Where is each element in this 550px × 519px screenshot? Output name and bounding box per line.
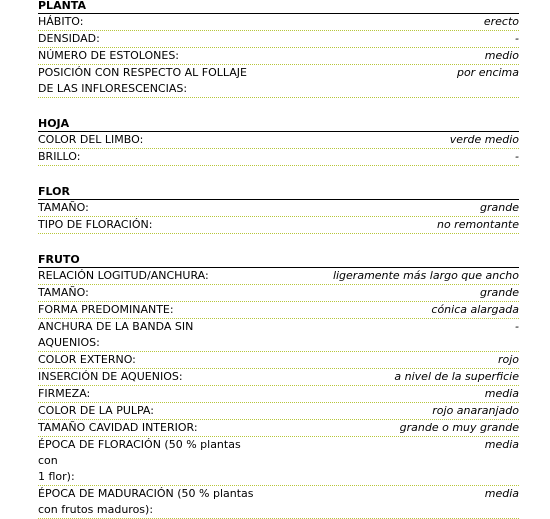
data-row	[38, 31, 519, 48]
section-title: HOJA	[38, 118, 519, 132]
row-label: INSERCIÓN DE AQUENIOS:	[38, 370, 183, 383]
section-title: FRUTO	[38, 254, 519, 268]
section-hoja	[38, 118, 519, 166]
row-label: COLOR DEL LIMBO:	[38, 133, 144, 146]
data-row	[38, 65, 519, 98]
row-label: DENSIDAD:	[38, 32, 100, 45]
row-value: grande o muy grande	[399, 421, 519, 434]
data-row	[38, 302, 519, 319]
row-label: POSICIÓN CON RESPECTO AL FOLLAJE DE LAS INFLORESCENCIAS:	[38, 66, 247, 95]
row-value: verde medio	[449, 133, 519, 146]
row-value: media	[484, 438, 519, 451]
row-value: no remontante	[436, 218, 519, 231]
row-label: TAMAÑO:	[38, 201, 89, 214]
row-value: grande	[480, 201, 519, 214]
data-row	[38, 352, 519, 369]
row-label: RELACIÓN LOGITUD/ANCHURA:	[38, 269, 209, 282]
row-label: ÉPOCA DE MADURACIÓN (50 % plantas con frutos maduros):	[38, 487, 254, 516]
row-value: por encima	[456, 66, 519, 79]
data-row	[38, 420, 519, 437]
row-label: HÁBITO:	[38, 15, 84, 28]
data-row	[38, 268, 519, 285]
row-value: cónica alargada	[431, 303, 519, 316]
row-label: COLOR DE LA PULPA:	[38, 404, 154, 417]
row-label: COLOR EXTERNO:	[38, 353, 136, 366]
data-row	[38, 403, 519, 420]
row-value: -	[515, 150, 519, 163]
data-row	[38, 437, 519, 486]
row-value: a nivel de la superficie	[394, 370, 519, 383]
data-row	[38, 486, 519, 519]
data-row	[38, 200, 519, 217]
data-row	[38, 285, 519, 302]
data-row	[38, 369, 519, 386]
section-fruto	[38, 254, 519, 519]
data-row	[38, 14, 519, 31]
row-value: rojo	[497, 353, 519, 366]
row-value: media	[484, 487, 519, 500]
row-label: TIPO DE FLORACIÓN:	[38, 218, 153, 231]
row-value: -	[515, 320, 519, 333]
row-value: medio	[484, 49, 519, 62]
row-value: ligeramente más largo que ancho	[332, 269, 519, 282]
data-row	[38, 386, 519, 403]
data-row	[38, 132, 519, 149]
section-title: PLANTA	[38, 0, 519, 14]
data-row	[38, 149, 519, 166]
characteristics-sheet	[38, 0, 519, 519]
section-planta	[38, 0, 519, 98]
data-row	[38, 319, 519, 352]
row-label: FORMA PREDOMINANTE:	[38, 303, 174, 316]
row-label: BRILLO:	[38, 150, 81, 163]
data-row	[38, 217, 519, 234]
row-label: NÚMERO DE ESTOLONES:	[38, 49, 180, 62]
row-label: TAMAÑO:	[38, 286, 89, 299]
row-value: media	[484, 387, 519, 400]
row-value: grande	[480, 286, 519, 299]
row-value: -	[515, 32, 519, 45]
row-label: ÉPOCA DE FLORACIÓN (50 % plantas con 1 flor):	[38, 438, 241, 483]
row-value: rojo anaranjado	[432, 404, 519, 417]
section-flor	[38, 186, 519, 234]
section-title: FLOR	[38, 186, 519, 200]
row-label: FIRMEZA:	[38, 387, 91, 400]
row-label: TAMAÑO CAVIDAD INTERIOR:	[38, 421, 198, 434]
row-label: ANCHURA DE LA BANDA SIN AQUENIOS:	[38, 320, 194, 349]
row-value: erecto	[483, 15, 519, 28]
data-row	[38, 48, 519, 65]
